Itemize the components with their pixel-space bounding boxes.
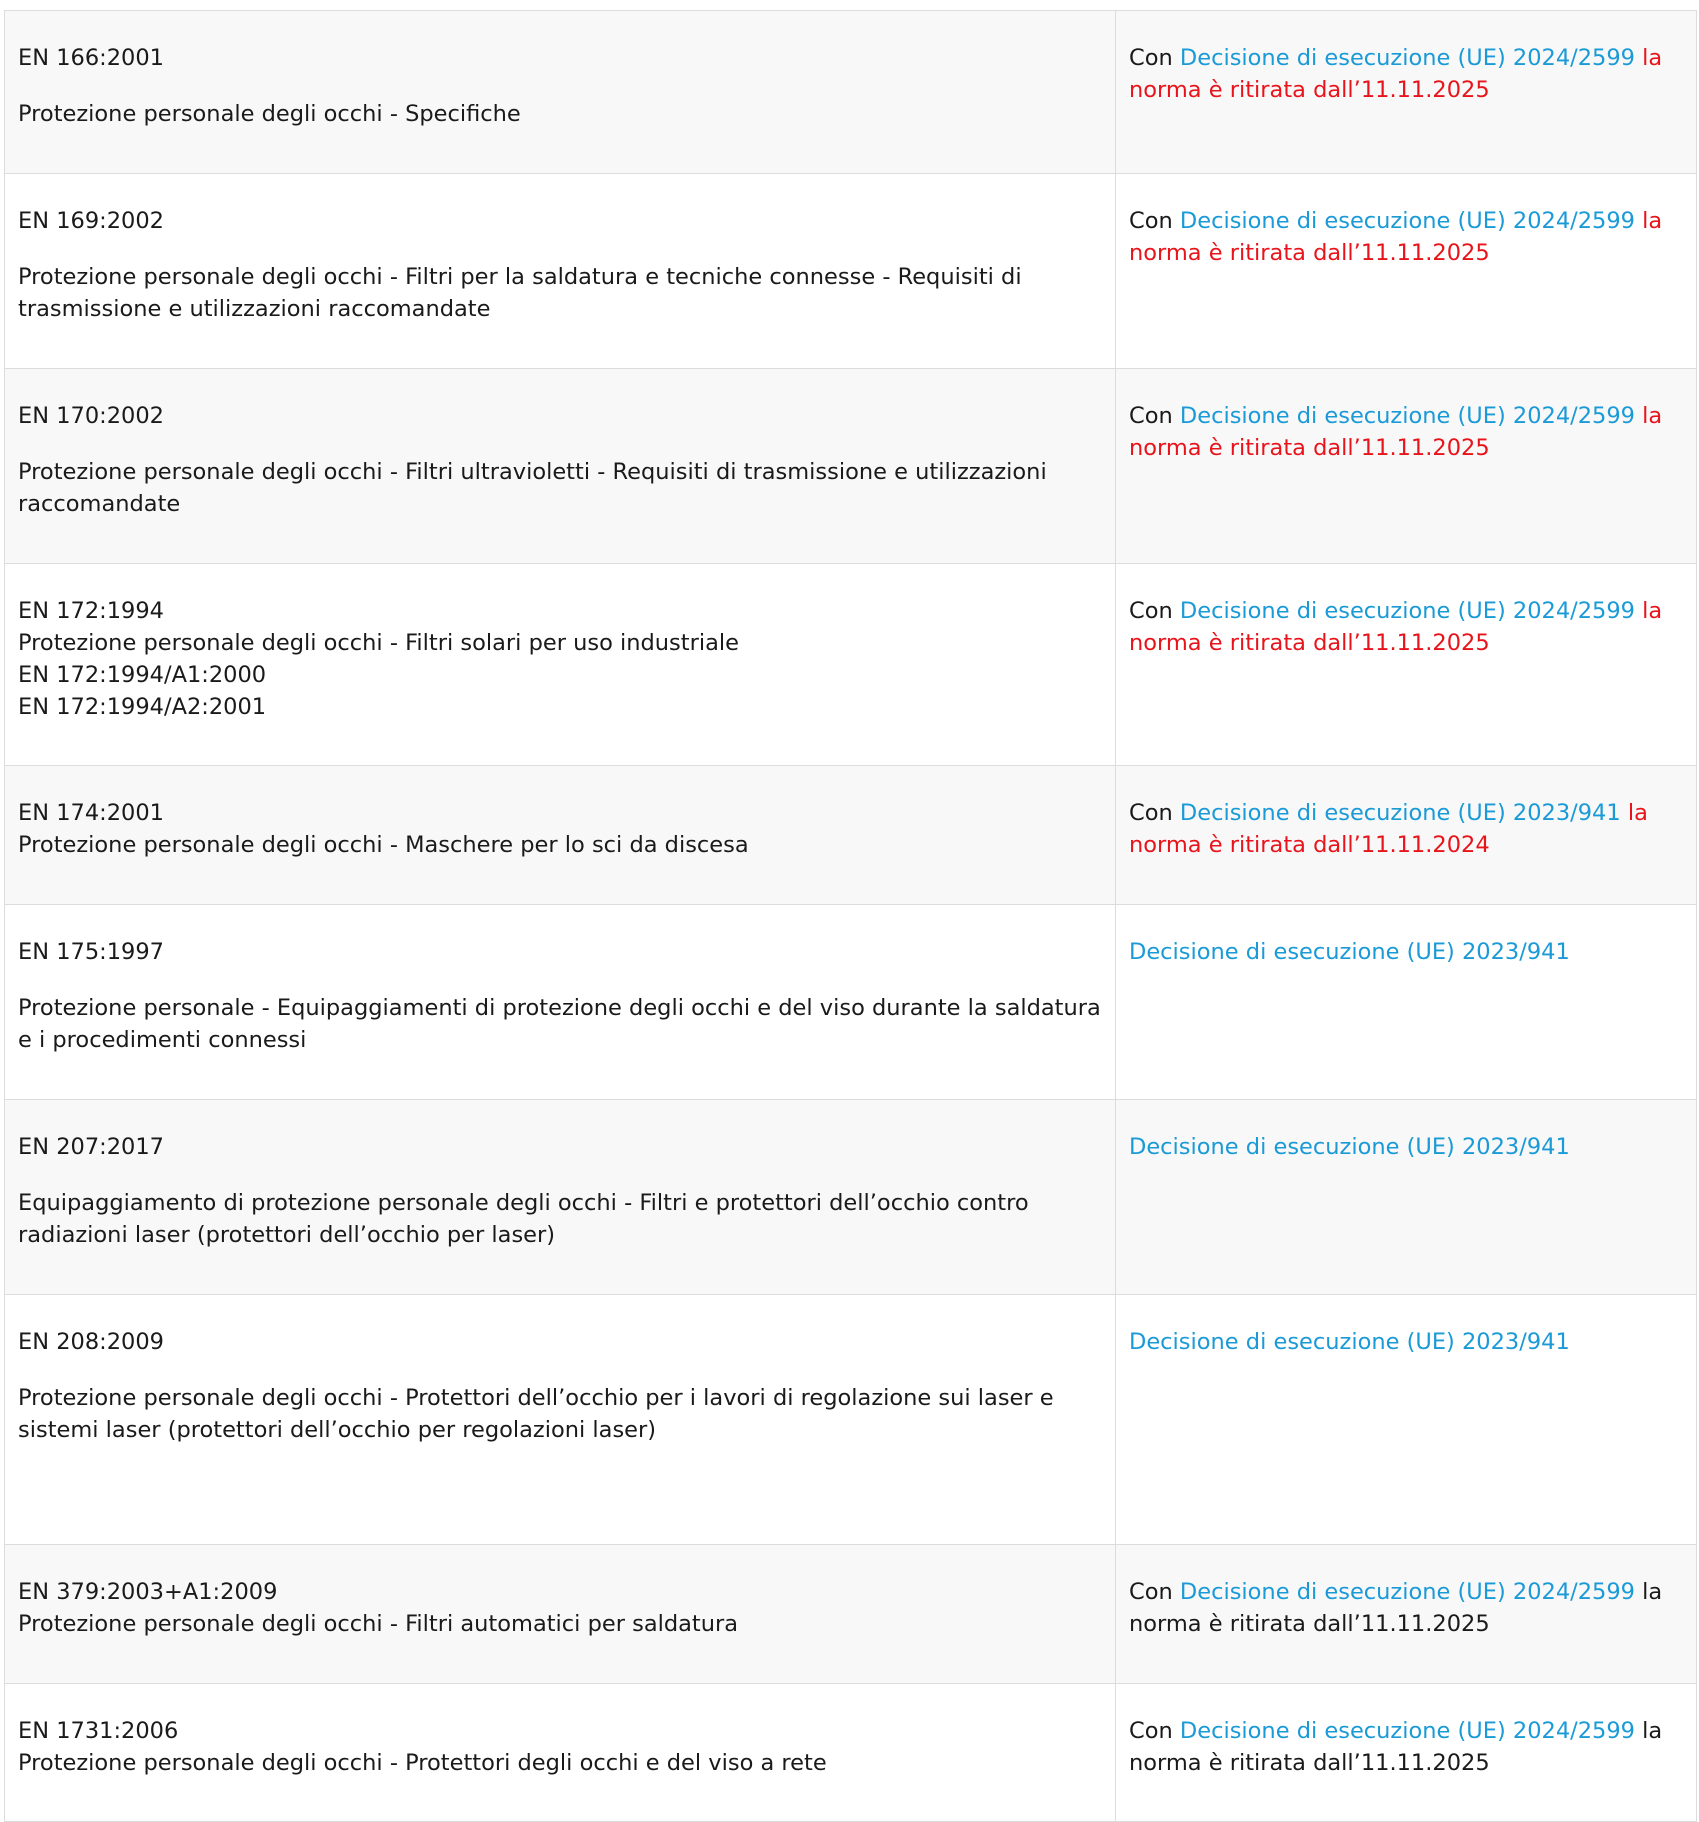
- status-cell: [1116, 905, 1697, 1100]
- standard-cell: [5, 1100, 1116, 1295]
- standard-cell: [5, 11, 1116, 174]
- status-withdrawn-date: norma è ritirata dall’11.11.2025: [1129, 1750, 1490, 1776]
- status-cell: [1116, 766, 1697, 905]
- table-row: [5, 369, 1697, 564]
- status-prefix: Con: [1129, 45, 1173, 71]
- standard-cell: [5, 369, 1116, 564]
- standard-description: Protezione personale degli occhi - Filtri per la saldatura e tecniche connesse - Requisiti di trasmissione e utilizzazioni raccomandate: [18, 264, 1022, 322]
- standard-cell: [5, 1295, 1116, 1545]
- decision-link[interactable]: Decisione di esecuzione (UE) 2023/941: [1179, 800, 1621, 826]
- standard-cell: [5, 766, 1116, 905]
- decision-link[interactable]: Decisione di esecuzione (UE) 2023/941: [1129, 1329, 1570, 1355]
- status-withdrawn-date: norma è ritirata dall’11.11.2025: [1129, 240, 1490, 266]
- status-cell: [1116, 11, 1697, 174]
- status-withdrawn-date: norma è ritirata dall’11.11.2025: [1129, 1611, 1490, 1637]
- status-suffix-1: la: [1642, 208, 1663, 234]
- table-row: [5, 1100, 1697, 1295]
- status-suffix-1: la: [1627, 800, 1648, 826]
- standard-description: Protezione personale degli occhi - Filtri automatici per saldatura: [18, 1611, 739, 1637]
- decision-link[interactable]: Decisione di esecuzione (UE) 2023/941: [1129, 1134, 1570, 1160]
- standard-cell: [5, 564, 1116, 766]
- table-row: [5, 174, 1697, 369]
- status-cell: [1116, 369, 1697, 564]
- table-row: [5, 1684, 1697, 1822]
- status-withdrawn-date: norma è ritirata dall’11.11.2025: [1129, 77, 1490, 103]
- status-withdrawn-date: norma è ritirata dall’11.11.2025: [1129, 630, 1490, 656]
- standard-description: Protezione personale degli occhi - Protettori dell’occhio per i lavori di regolazione sui laser e sistemi laser (protettori dell’occhio per regolazioni laser): [18, 1385, 1054, 1443]
- status-suffix-1: la: [1642, 45, 1663, 71]
- status-prefix: Con: [1129, 1718, 1173, 1744]
- standard-code: EN 175:1997: [18, 939, 164, 965]
- decision-link[interactable]: Decisione di esecuzione (UE) 2024/2599: [1179, 208, 1635, 234]
- status-cell: [1116, 1684, 1697, 1822]
- standard-code: EN 170:2002: [18, 403, 164, 429]
- standard-description: Protezione personale degli occhi - Specifiche: [18, 101, 521, 127]
- standard-cell: [5, 905, 1116, 1100]
- status-prefix: Con: [1129, 598, 1173, 624]
- decision-link[interactable]: Decisione di esecuzione (UE) 2024/2599: [1179, 598, 1635, 624]
- standard-code: EN 1731:2006: [18, 1718, 179, 1744]
- decision-link[interactable]: Decisione di esecuzione (UE) 2024/2599: [1179, 1579, 1635, 1605]
- status-suffix-1: la: [1642, 403, 1663, 429]
- status-suffix-1: la: [1642, 598, 1663, 624]
- status-cell: [1116, 174, 1697, 369]
- standard-code: EN 166:2001: [18, 45, 164, 71]
- standard-amendment: EN 172:1994/A2:2001: [18, 694, 267, 720]
- standard-code: EN 172:1994: [18, 598, 164, 624]
- standards-table: [4, 10, 1697, 1822]
- status-prefix: Con: [1129, 403, 1173, 429]
- status-cell: [1116, 1545, 1697, 1684]
- status-withdrawn-date: norma è ritirata dall’11.11.2025: [1129, 435, 1490, 461]
- standard-description: Equipaggiamento di protezione personale degli occhi - Filtri e protettori dell’occhio contro radiazioni laser (protettori dell’occhio per laser): [18, 1190, 1029, 1248]
- status-cell: [1116, 1100, 1697, 1295]
- table-row: [5, 1545, 1697, 1684]
- table-row: [5, 905, 1697, 1100]
- standard-code: EN 208:2009: [18, 1329, 164, 1355]
- standard-code: EN 207:2017: [18, 1134, 164, 1160]
- standard-description: Protezione personale degli occhi - Filtri ultravioletti - Requisiti di trasmissione e utilizzazioni raccomandate: [18, 459, 1047, 517]
- table-row: [5, 11, 1697, 174]
- standard-description: Protezione personale degli occhi - Maschere per lo sci da discesa: [18, 832, 749, 858]
- decision-link[interactable]: Decisione di esecuzione (UE) 2024/2599: [1179, 45, 1635, 71]
- status-cell: [1116, 564, 1697, 766]
- standard-amendment: EN 172:1994/A1:2000: [18, 662, 267, 688]
- decision-link[interactable]: Decisione di esecuzione (UE) 2023/941: [1129, 939, 1570, 965]
- status-suffix-1: la: [1642, 1579, 1663, 1605]
- status-prefix: Con: [1129, 800, 1173, 826]
- standard-description: Protezione personale - Equipaggiamenti di protezione degli occhi e del viso durante la saldatura e i procedimenti connessi: [18, 995, 1101, 1053]
- standard-description: Protezione personale degli occhi - Filtri solari per uso industriale: [18, 630, 739, 656]
- status-prefix: Con: [1129, 1579, 1173, 1605]
- table-row: [5, 1295, 1697, 1545]
- status-suffix-1: la: [1642, 1718, 1663, 1744]
- standard-code: EN 379:2003+A1:2009: [18, 1579, 278, 1605]
- standard-description: Protezione personale degli occhi - Protettori degli occhi e del viso a rete: [18, 1750, 827, 1776]
- status-withdrawn-date: norma è ritirata dall’11.11.2024: [1129, 832, 1490, 858]
- standard-cell: [5, 1545, 1116, 1684]
- status-cell: [1116, 1295, 1697, 1545]
- table-row: [5, 766, 1697, 905]
- standard-code: EN 169:2002: [18, 208, 164, 234]
- decision-link[interactable]: Decisione di esecuzione (UE) 2024/2599: [1179, 403, 1635, 429]
- decision-link[interactable]: Decisione di esecuzione (UE) 2024/2599: [1179, 1718, 1635, 1744]
- standard-cell: [5, 1684, 1116, 1822]
- table-row: [5, 564, 1697, 766]
- status-prefix: Con: [1129, 208, 1173, 234]
- standard-code: EN 174:2001: [18, 800, 164, 826]
- standard-cell: [5, 174, 1116, 369]
